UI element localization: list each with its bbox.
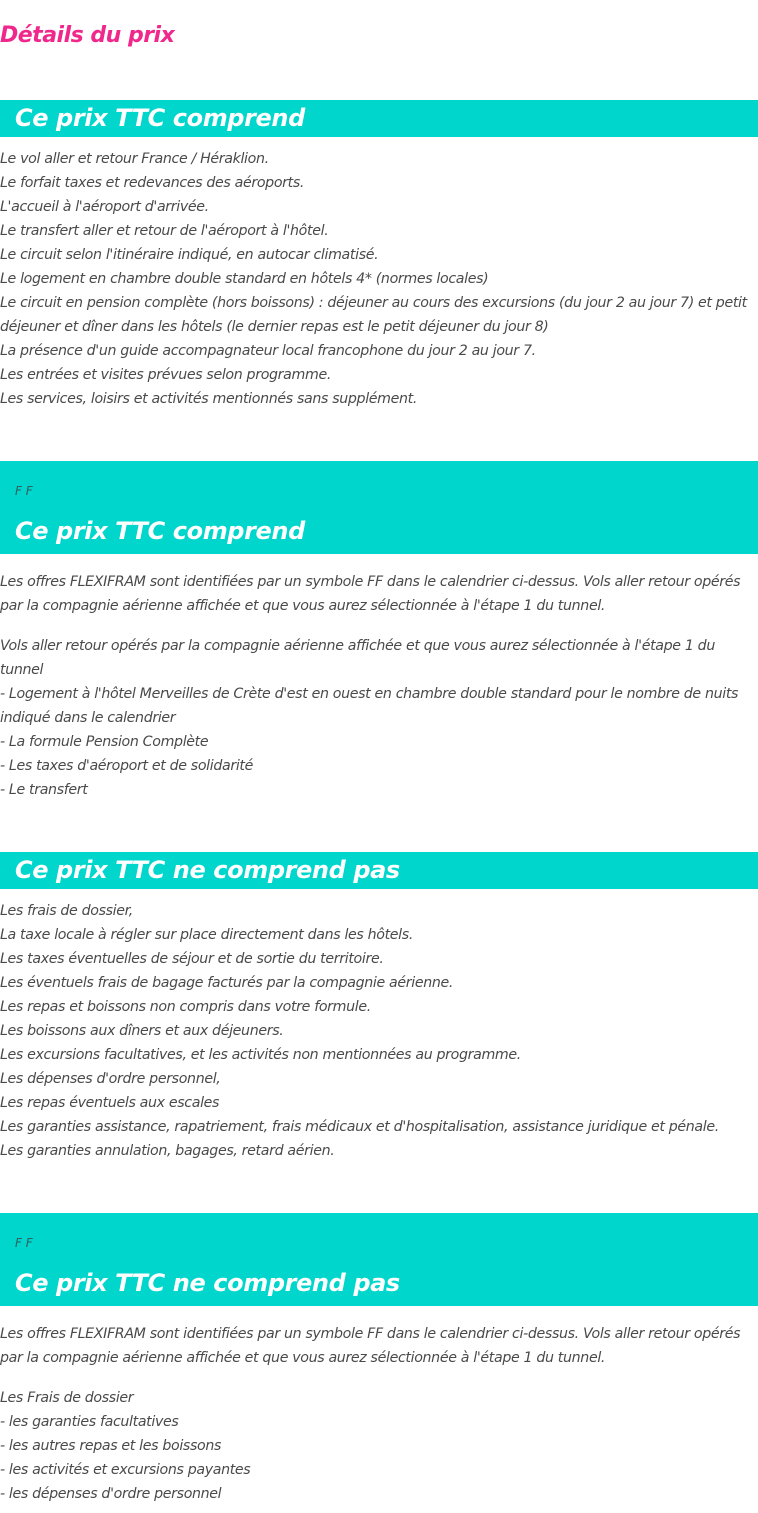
list-item: Vols aller retour opérés par la compagnie aérienne affichée et que vous aurez sélectionnée à l'étape 1 du tunnel	[0, 638, 715, 678]
list-item: Les éventuels frais de bagage facturés par la compagnie aérienne.	[0, 975, 454, 991]
ff-mark: F F	[15, 1236, 33, 1250]
list-item: Les garanties annulation, bagages, retard aérien.	[0, 1143, 335, 1159]
flexifram-excludes-list	[0, 1370, 758, 1506]
section-title: Ce prix TTC comprend	[15, 517, 305, 545]
section-title: Ce prix TTC ne comprend pas	[15, 1269, 400, 1297]
list-item: L'accueil à l'aéroport d'arrivée.	[0, 199, 209, 215]
section-title: Ce prix TTC comprend	[15, 104, 305, 132]
list-item: - les autres repas et les boissons	[0, 1438, 222, 1454]
flexifram-includes-list	[0, 618, 758, 802]
section-excludes	[0, 852, 758, 1163]
list-item: Le vol aller et retour France / Héraklion.	[0, 151, 269, 167]
includes-list	[0, 137, 758, 411]
list-item: Les excursions facultatives, et les activités non mentionnées au programme.	[0, 1047, 521, 1063]
list-item: Les boissons aux dîners et aux déjeuners.	[0, 1023, 284, 1039]
list-item: Les frais de dossier,	[0, 903, 133, 919]
list-item: Les entrées et visites prévues selon programme.	[0, 367, 331, 383]
section-title: Ce prix TTC ne comprend pas	[15, 856, 400, 884]
list-item: Les repas éventuels aux escales	[0, 1095, 220, 1111]
list-item: Le circuit en pension complète (hors boissons) : déjeuner au cours des excursions (du jour 2 au jour 7) et petit déjeuner et dîner dans les hôtels (le dernier repas est le petit déjeuner du jour 8)	[0, 295, 747, 335]
list-item: Le transfert aller et retour de l'aéroport à l'hôtel.	[0, 223, 329, 239]
list-item: Le circuit selon l'itinéraire indiqué, en autocar climatisé.	[0, 247, 379, 263]
page-title: Détails du prix	[0, 23, 175, 48]
list-item: Les services, loisirs et activités mentionnés sans supplément.	[0, 391, 418, 407]
list-item: - La formule Pension Complète	[0, 734, 209, 750]
flexifram-intro: Les offres FLEXIFRAM sont identifiées par un symbole FF dans le calendrier ci-dessus. Vols aller retour opérés par la compagnie aérienne affichée et que vous aurez sélectionnée à l'étape 1 du tunnel.	[0, 574, 741, 614]
list-item: Les dépenses d'ordre personnel,	[0, 1071, 221, 1087]
section-header	[0, 852, 758, 889]
list-item: Les garanties assistance, rapatriement, frais médicaux et d'hospitalisation, assistance juridique et pénale.	[0, 1119, 719, 1135]
ff-mark: F F	[15, 484, 33, 498]
list-item: Les Frais de dossier	[0, 1390, 134, 1406]
list-item: - Les taxes d'aéroport et de solidarité	[0, 758, 253, 774]
list-item: - les activités et excursions payantes	[0, 1462, 251, 1478]
section-flexifram-includes	[0, 461, 758, 802]
flexifram-intro: Les offres FLEXIFRAM sont identifiées par un symbole FF dans le calendrier ci-dessus. Vols aller retour opérés par la compagnie aérienne affichée et que vous aurez sélectionnée à l'étape 1 du tunnel.	[0, 1326, 741, 1366]
list-item: Les repas et boissons non compris dans votre formule.	[0, 999, 371, 1015]
list-item: Les taxes éventuelles de séjour et de sortie du territoire.	[0, 951, 384, 967]
section-header	[0, 1213, 758, 1306]
list-item: - Logement à l'hôtel Merveilles de Crète d'est en ouest en chambre double standard pour le nombre de nuits indiqué dans le calendrier	[0, 686, 739, 726]
section-header	[0, 100, 758, 137]
list-item: La présence d'un guide accompagnateur local francophone du jour 2 au jour 7.	[0, 343, 536, 359]
section-includes	[0, 100, 758, 411]
list-item: - les garanties facultatives	[0, 1414, 179, 1430]
section-header	[0, 461, 758, 554]
excludes-list	[0, 889, 758, 1163]
list-item: Le logement en chambre double standard en hôtels 4* (normes locales)	[0, 271, 489, 287]
list-item: La taxe locale à régler sur place directement dans les hôtels.	[0, 927, 413, 943]
list-item: - les dépenses d'ordre personnel	[0, 1486, 222, 1502]
list-item: - Le transfert	[0, 782, 88, 798]
section-flexifram-excludes	[0, 1213, 758, 1506]
list-item: Le forfait taxes et redevances des aéroports.	[0, 175, 305, 191]
